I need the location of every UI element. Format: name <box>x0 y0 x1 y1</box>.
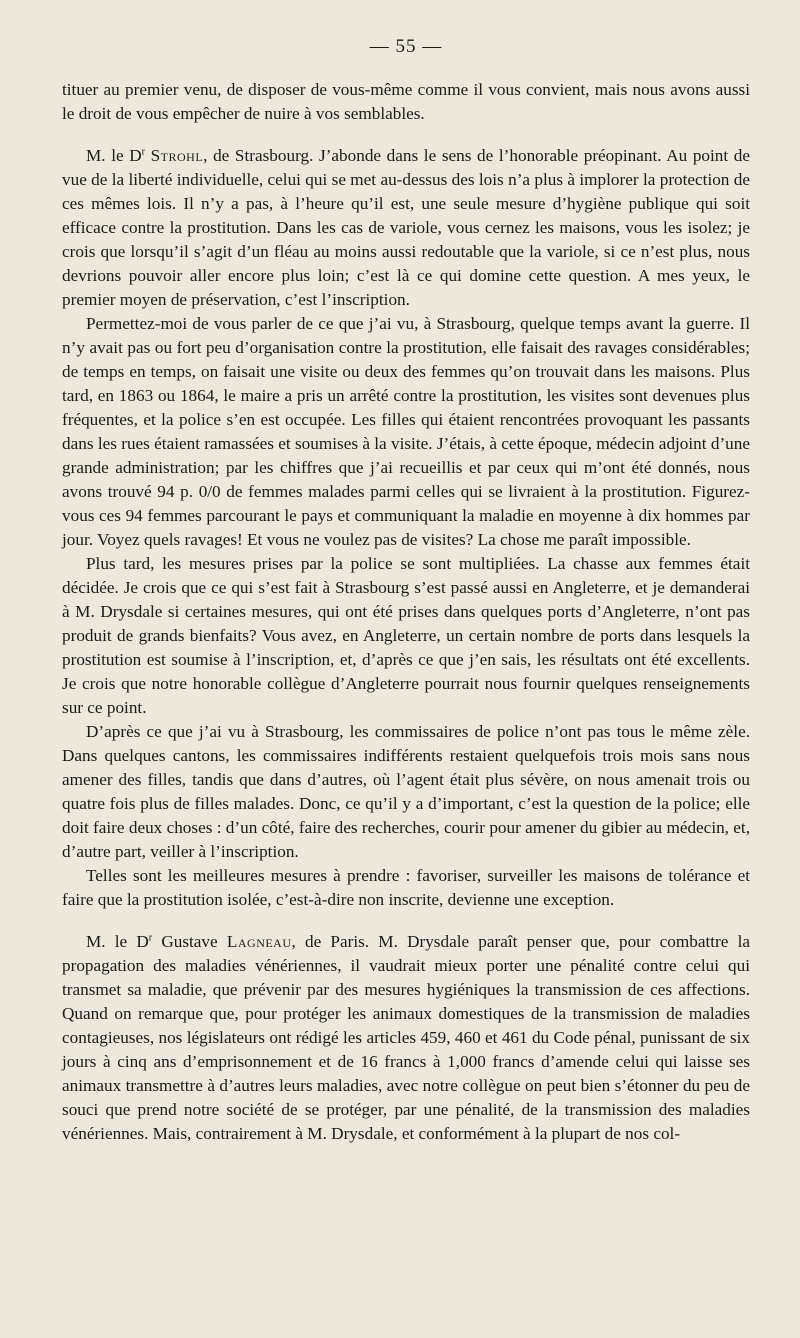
speaker-title-superscript: r <box>141 146 145 158</box>
paragraph-commissaires: D’après ce que j’ai vu à Strasbourg, les commissaires de police n’ont pas tous le même zèle. Dans quelques cantons, les commissaires indifférents restaient quelquefois trois mois sans nous amener des filles, tandis que dans d’autres, où l’agent était plus sévère, on nous amenait trois ou quatre fois plus de filles malades. Donc, ce qu’il y a d’important, c’est la question de la police; elle doit faire deux choses : d’un côté, faire des recherches, courir pour amener du gibier au médecin, et, d’autre part, veiller à l’inscription. <box>62 722 750 861</box>
page-number: — 55 — <box>369 36 443 57</box>
speaker-name: Strohl <box>150 146 204 165</box>
speech-lagneau <box>62 930 750 1146</box>
speaker-name: Lagneau <box>226 932 292 951</box>
speech-text: , de Strasbourg. J’abonde dans le sens de l’honorable préopinant. Au point de vue de la liberté individuelle, celui qui se met au-dessus des lois n’a plus à implorer la protection de ces mêmes lois. Il n’y a pas, à l’heure qu’il est, une seule mesure d’hygiène publique qui soit efficace contre la prostitution. Dans les cas de variole, vous cernez les maisons, vous les isolez; je crois que lorsqu’il s’agit d’un fléau au moins aussi redoutable que la variole, si ce n’est plus, nous devrions pouvoir aller encore plus loin; c’est là ce qui domine cette question. A mes yeux, le premier moyen de préservation, c’est l’inscription. <box>62 146 750 309</box>
speech-strohl <box>62 144 750 312</box>
paragraph-strasbourg-visit: Permettez-moi de vous parler de ce que j’ai vu, à Strasbourg, quelque temps avant la guerre. Il n’y avait pas ou fort peu d’organisation contre la prostitution, elle faisait des ravages considérables; de temps en temps, on faisait une visite ou deux des femmes qu’on trouvait dans les maisons. Plus tard, en 1863 ou 1864, le maire a pris un arrêté contre la prostitution, les visites sont devenues plus fréquentes, et la police s’en est occupée. Les filles qui étaient rencontrées provoquant les passants dans les rues étaient ramassées et soumises à la visite. J’étais, à cette époque, médecin adjoint d’une grande administration; par les chiffres que j’ai recueillis et par ceux qui m’ont été donnés, nous avons trouvé 94 p. 0/0 de femmes malades parmi celles qui se livraient à la prostitution. Figurez-vous ces 94 femmes parcourant le pays et communiquant la maladie en moyenne à dix hommes par jour. Voyez quels ravages! Et vous ne voulez pas de visites? La chose me paraît impossible. <box>62 314 750 549</box>
speaker-title: M. le D <box>86 932 149 951</box>
speaker-first-name: Gustave <box>152 932 227 951</box>
speaker-title: M. le D <box>86 146 142 165</box>
paragraph-police-measures: Plus tard, les mesures prises par la police se sont multipliées. La chasse aux femmes était décidée. Je crois que ce qui s’est fait à Strasbourg s’est passé aussi en Angleterre, et je demanderai à M. Drysdale si certaines mesures, qui ont été prises dans quelques ports d’Angleterre, n’ont pas produit de grands bienfaits? Vous avez, en Angleterre, un certain nombre de ports dans lesquels la prostitution est soumise à l’inscription, et, d’après ce que j’en sais, les résultats ont été excellents. Je crois que notre honorable collègue d’Angleterre pourrait nous fournir quelques renseignements sur ce point. <box>62 554 750 717</box>
paragraph-continuation: tituer au premier venu, de disposer de vous-même comme il vous convient, mais nous avons aussi le droit de vous empêcher de nuire à vos semblables. <box>62 80 750 123</box>
paragraph-spacer <box>62 126 750 144</box>
speech-text: , de Paris. M. Drysdale paraît penser que, pour combattre la propagation des maladies vénériennes, il vaudrait mieux porter une pénalité contre celui qui transmet sa maladie, que prévenir par des mesures hygiéniques la transmission de ces affections. Quand on remarque que, pour protéger les animaux domestiques de la transmission de maladies contagieuses, nos législateurs ont rédigé les articles 459, 460 et 461 du Code pénal, punissant de six jours à cinq ans d’emprisonnement et de 16 francs à 1,000 francs d’amende celui qui laisse ses animaux transmettre à d’autres leurs maladies, avec notre collègue on peut bien s’étonner du peu de souci que prend notre société de se protéger, par une pénalité, de la transmission des maladies vénériennes. Mais, contrairement à M. Drysdale, et conformément à la plupart de nos col- <box>62 932 750 1143</box>
paragraph-spacer <box>62 912 750 930</box>
speaker-title-superscript: r <box>148 932 153 944</box>
paragraph-conclusion: Telles sont les meilleures mesures à prendre : favoriser, surveiller les maisons de tolérance et faire que la prostitution isolée, c’est-à-dire non inscrite, devienne une exception. <box>62 866 750 909</box>
